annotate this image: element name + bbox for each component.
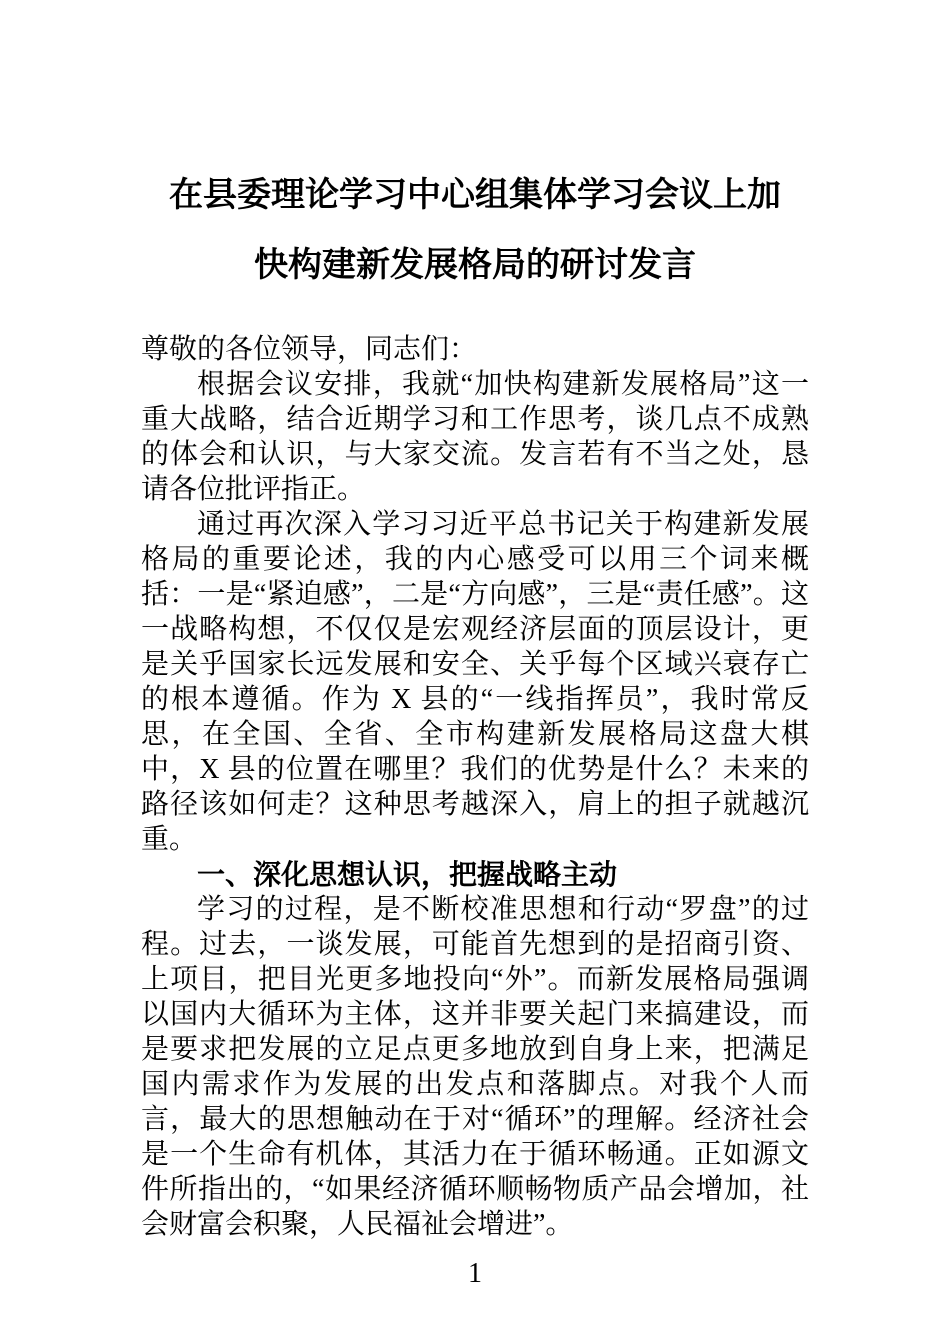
page-footer	[0, 1256, 950, 1291]
paragraph: 根据会议安排，我就“加快构建新发展格局”这一重大战略，结合近期学习和工作思考，谈几点不成熟的体会和认识，与大家交流。发言若有不当之处，恳请各位批评指正。	[141, 369, 809, 505]
document-body	[141, 332, 809, 1242]
paragraph: 通过再次深入学习习近平总书记关于构建新发展格局的重要论述，我的内心感受可以用三个词来概括：一是“紧迫感”，二是“方向感”，三是“责任感”。这一战略构想，不仅仅是宏观经济层面的顶层设计，更是关乎国家长远发展和安全、关乎每个区域兴衰存亡的根本遵循。作为 X 县的“一线指挥员”，我时常反思，在全国、全省、全市构建新发展格局这盘大棋中，X 县的位置在哪里？我们的优势是什么？未来的路径该如何走？这种思考越深入，肩上的担子就越沉重。	[141, 509, 809, 855]
greeting: 尊敬的各位领导，同志们：	[141, 334, 478, 365]
paragraph: 学习的过程，是不断校准思想和行动“罗盘”的过程。过去，一谈发展，可能首先想到的是招商引资、上项目，把目光更多地投向“外”。而新发展格局强调以国内大循环为主体，这并非要关起门来搞建设，而是要求把发展的立足点更多地放到自身上来，把满足国内需求作为发展的出发点和落脚点。对我个人而言，最大的思想触动在于对“循环”的理解。经济社会是一个生命有机体，其活力在于循环畅通。正如源文件所指出的，“如果经济循环顺畅物质产品会增加，社会财富会积聚，人民福祉会增进”。	[141, 894, 809, 1240]
page-number: 1	[468, 1258, 482, 1289]
section-heading: 一、深化思想认识，把握战略主动	[197, 859, 618, 890]
document-title: 在县委理论学习中心组集体学习会议上加快构建新发展格局的研讨发言	[169, 176, 781, 284]
